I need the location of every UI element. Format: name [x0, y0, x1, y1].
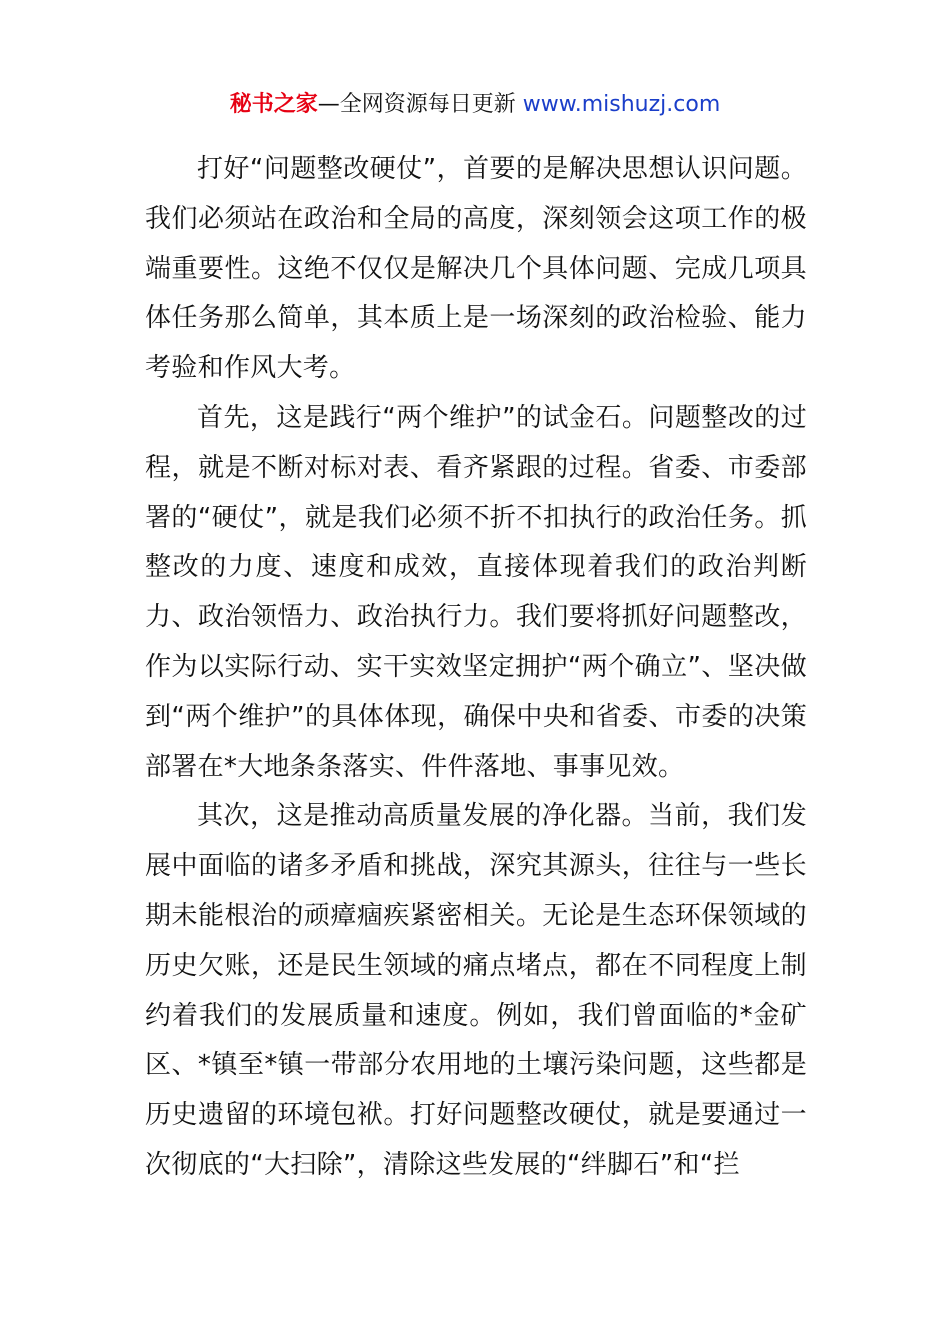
header-tagline: —全网资源每日更新 [317, 92, 523, 117]
paragraph-1: 打好“问题整改硬仗”，首要的是解决思想认识问题。我们必须站在政治和全局的高度，深刻领会这项工作的极端重要性。这绝不仅仅是解决几个具体问题、完成几项具体任务那么简单，其本质上是一场深刻的政治检验、能力考验和作风大考。 [145, 154, 807, 384]
header-brand: 秘书之家 [229, 92, 318, 117]
page-header [0, 88, 950, 122]
paragraph-3: 其次，这是推动高质量发展的净化器。当前，我们发展中面临的诸多矛盾和挑战，深究其源头，往往与一些长期未能根治的顽瘴痼疾紧密相关。无论是生态环保领域的历史欠账，还是民生领域的痛点堵点，都在不同程度上制约着我们的发展质量和速度。例如，我们曾面临的*金矿区、*镇至*镇一带部分农用地的土壤污染问题，这些都是历史遗留的环境包袱。打好问题整改硬仗，就是要通过一次彻底的“大扫除”，清除这些发展的“绊脚石”和“拦 [145, 801, 807, 1180]
paragraph-2: 首先，这是践行“两个维护”的试金石。问题整改的过程，就是不断对标对表、看齐紧跟的过程。省委、市委部署的“硬仗”，就是我们必须不折不扣执行的政治任务。抓整改的力度、速度和成效，直接体现着我们的政治判断力、政治领悟力、政治执行力。我们要将抓好问题整改，作为以实际行动、实干实效坚定拥护“两个确立”、坚决做到“两个维护”的具体体现，确保中央和省委、市委的决策部署在*大地条条落实、件件落地、事事见效。 [145, 402, 807, 782]
header-url-link[interactable]: www.mishuzj.com [522, 92, 721, 117]
document-body [145, 145, 807, 1191]
